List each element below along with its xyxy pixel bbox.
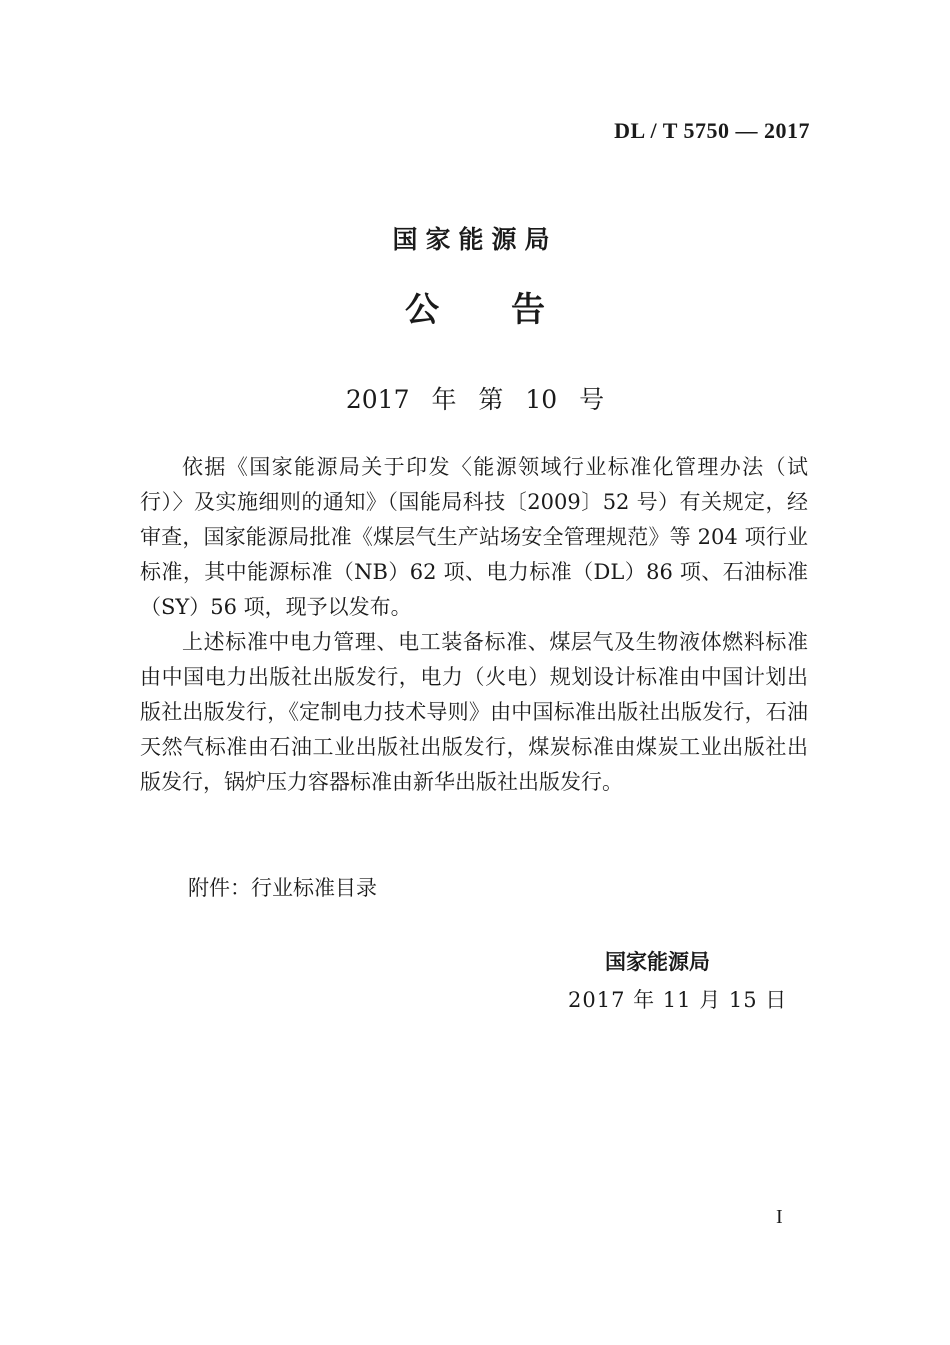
document-number: 2017 年 第 10 号 <box>345 385 605 414</box>
issuer-title: 国家能源局 <box>392 225 558 254</box>
attachment-line: 附件：行业标准目录 <box>188 876 377 900</box>
signature-date: 2017 年 11 月 15 日 <box>568 988 788 1012</box>
paragraph: 上述标准中电力管理、电工装备标准、煤层气及生物液体燃料标准由中国电力出版社出版发行，电力（火电）规划设计标准由中国计划出版社出版发行，《定制电力技术导则》由中国标准出版社出版发行，石油天然气标准由石油工业出版社出版发行，煤炭标准由煤炭工业出版社出版发行，锅炉压力容器标准由新华出版社出版发行。 <box>140 630 808 794</box>
standard-code: DL / T 5750 — 2017 <box>614 118 810 143</box>
document-type: 公告 <box>405 290 617 330</box>
paragraph: 依据《国家能源局关于印发〈能源领域行业标准化管理办法（试行）〉及实施细则的通知》（国能局科技〔2009〕52 号）有关规定，经审查，国家能源局批准《煤层气生产站场安全管理规范》等 204 项行业标准，其中能源标准（NB）62 项、电力标准（DL）86 项、石油标准（SY）56 项，现予以发布。 <box>140 455 808 619</box>
page-number: I <box>776 1206 783 1228</box>
announcement-body <box>140 450 808 800</box>
signature-org: 国家能源局 <box>605 950 710 974</box>
